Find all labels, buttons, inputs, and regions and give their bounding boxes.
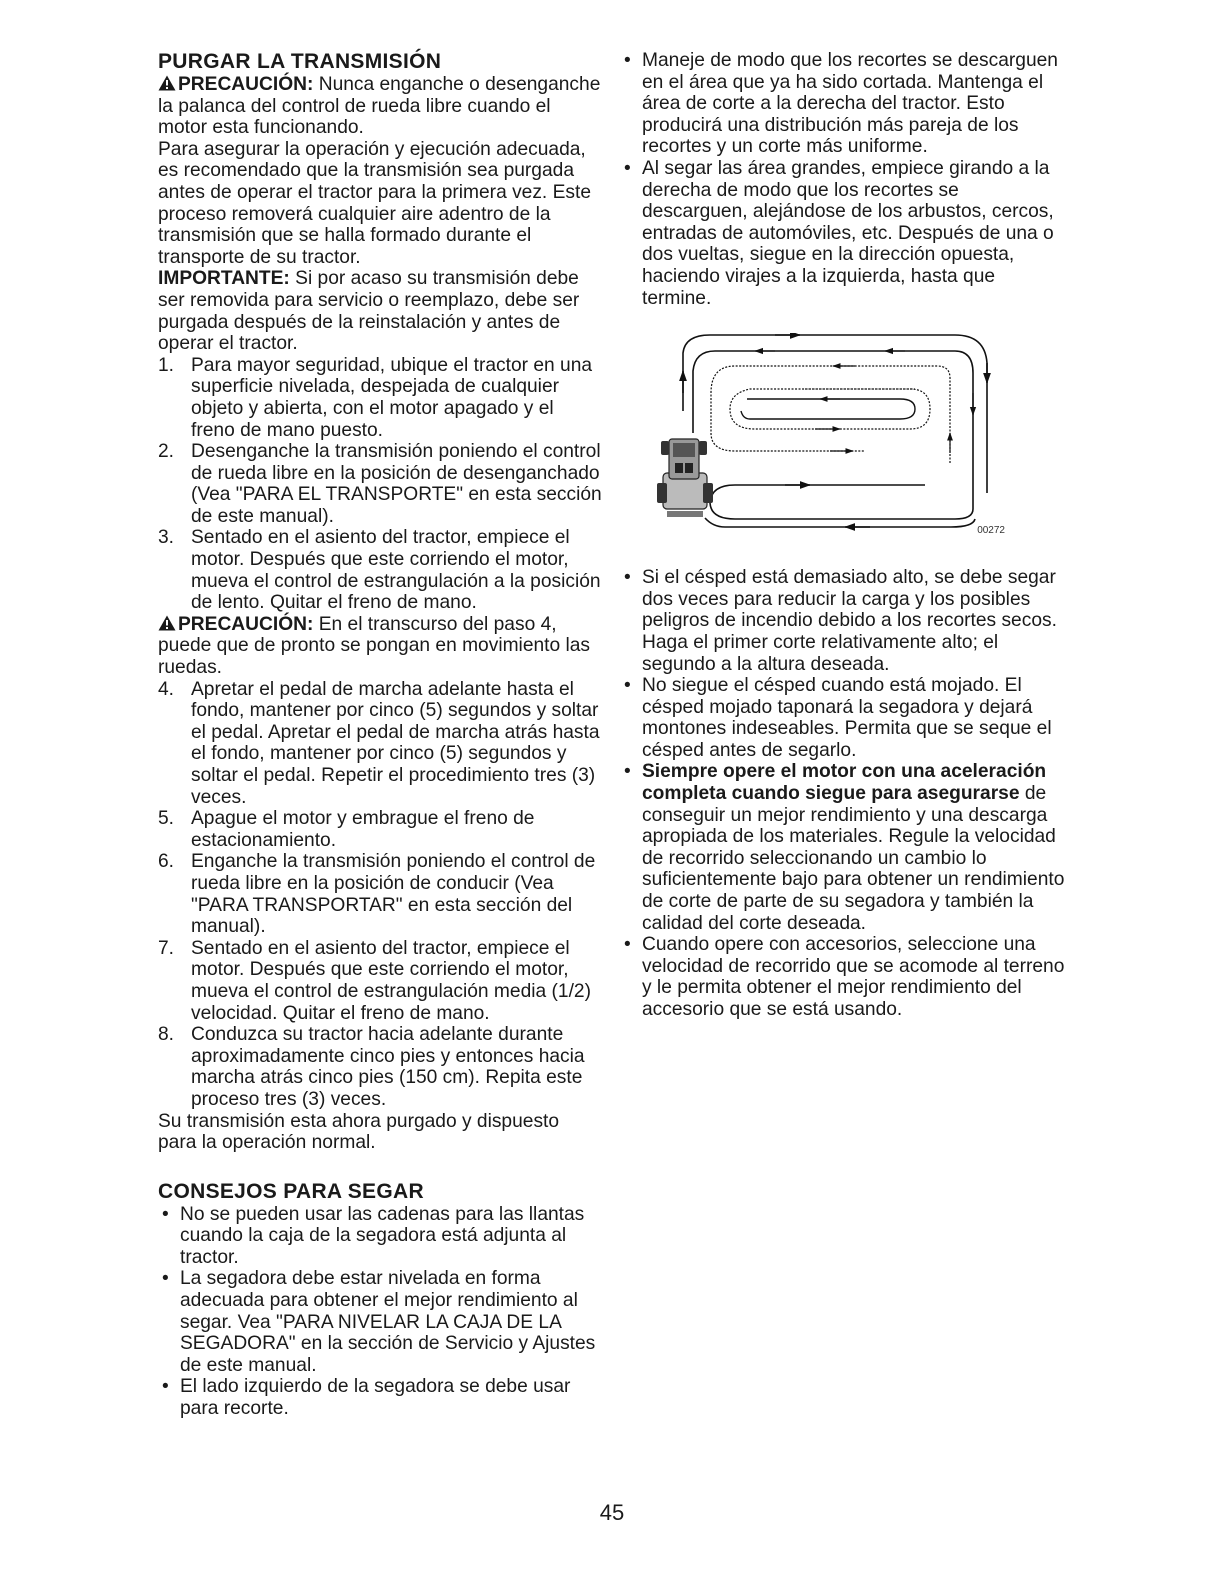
mowing-path-inner <box>730 389 930 429</box>
list-item <box>158 1024 602 1110</box>
bullet: • <box>624 934 631 956</box>
step-number: 1. <box>158 354 175 376</box>
intro-paragraph: Para asegurar la operación y ejecución adecuada, es recomendado que la transmisión sea purgada antes de operar el tractor para la primera vez. Este proceso removerá cualquier aire adentro de la transmisión que se halla formado durante el transporte de su tractor. <box>158 138 591 268</box>
bullet: • <box>624 50 631 71</box>
section-heading-purge: PURGAR LA TRANSMISIÓN <box>158 50 442 73</box>
list-item <box>158 851 602 937</box>
bullet: • <box>162 1203 169 1225</box>
caution-label: PRECAUCIÓN: <box>178 613 314 635</box>
tractor-icon <box>657 439 713 517</box>
warning-triangle-icon <box>158 75 176 91</box>
step-text: Conduzca su tractor hacia adelante durante aproximadamente cinco pies y entonces hacia marcha atrás cinco pies (150 cm). Repita este proceso tres (3) veces. <box>191 1024 585 1110</box>
list-item <box>158 808 602 851</box>
list-item <box>158 1268 602 1376</box>
mowing-pattern-diagram <box>655 333 1015 533</box>
step-number: 6. <box>158 851 175 873</box>
mowing-tips-list-right <box>620 50 1065 309</box>
list-item <box>620 761 1065 934</box>
caution-note-1 <box>158 74 602 139</box>
bullet: • <box>624 157 631 179</box>
mowing-path-core <box>741 399 915 419</box>
tip-text: La segadora debe estar nivelada en forma adecuada para obtener el mejor rendimiento al segar. Vea "PARA NIVELAR LA CAJA DE LA SEGADORA" en la sección de Servicio y Ajustes de este manual. <box>180 1268 596 1376</box>
important-note <box>158 268 602 354</box>
list-item <box>620 934 1065 1020</box>
tip-bold-text: Siempre opere el motor con una aceleración completa cuando siegue para asegurarse <box>642 761 1047 805</box>
right-column <box>620 50 1065 1021</box>
list-item <box>620 158 1065 309</box>
tip-text: Si el césped está demasiado alto, se debe segar dos veces para reducir la carga y los posibles peligros de incendio debido a los recortes secos. Haga el primer corte relativamente alto; el segundo a la altura deseada. <box>642 567 1057 675</box>
caution-text: En el transcurso del paso 4, puede que de pronto se pongan en movimiento las ruedas. <box>158 613 591 679</box>
tip-text: Cuando opere con accesorios, seleccione una velocidad de recorrido que se acomode al terreno y le permita obtener el mejor rendimiento del accesorio que se está usando. <box>642 934 1065 1020</box>
important-label: IMPORTANTE: <box>158 268 290 290</box>
step-number: 3. <box>158 527 175 549</box>
caution-text: Nunca enganche o desenganche la palanca del control de rueda libre cuando el motor esta funcionando. <box>158 74 601 139</box>
bullet: • <box>162 1376 169 1398</box>
bullet: • <box>624 761 631 783</box>
step-number: 7. <box>158 937 175 959</box>
step-number: 5. <box>158 808 175 830</box>
bullet: • <box>624 567 631 589</box>
step-text: Enganche la transmisión poniendo el control de rueda libre en la posición de conducir (Vea "PARA TRANSPORTAR" en esta sección del manual). <box>191 851 596 938</box>
list-item <box>158 679 602 809</box>
closing-paragraph: Su transmisión esta ahora purgado y dispuesto para la operación normal. <box>158 1110 560 1154</box>
step-text: Apretar el pedal de marcha adelante hasta el fondo, mantener por cinco (5) segundos y soltar el pedal. Apretar el pedal de marcha atrás hasta el fondo, mantener por cinco (5) segundos y soltar el pedal. Repetir el procedimiento tres (3) veces. <box>191 678 600 808</box>
list-item <box>158 441 602 527</box>
step-number: 2. <box>158 441 175 463</box>
tip-text: de conseguir un mejor rendimiento y una descarga apropiada de los materiales. Regule la velocidad de recorrido seleccionando un cambio lo suficientemente bajo para obtener un rendimiento de corte de parte de su segadora y también la calidad del corte deseada. <box>642 783 1065 934</box>
step-number: 4. <box>158 678 175 700</box>
diagram-code: 00272 <box>977 525 1005 534</box>
page-number: 45 <box>599 1500 625 1525</box>
list-item <box>620 50 1065 158</box>
caution-label: PRECAUCIÓN: <box>178 74 314 95</box>
step-number: 8. <box>158 1024 175 1046</box>
list-item <box>158 527 602 613</box>
mowing-tips-list <box>158 1204 602 1420</box>
step-text: Desenganche la transmisión poniendo el control de rueda libre en la posición de desenganchado (Vea "PARA EL TRANSPORTE" en esta sección de este manual). <box>191 441 602 527</box>
step-text: Sentado en el asiento del tractor, empiece el motor. Después que este corriendo el motor, mueva el control de estrangulación media (1/2) velocidad. Quitar el freno de mano. <box>191 937 591 1024</box>
tip-text: No siegue el césped cuando está mojado. El césped mojado taponará la segadora y dejará montones indeseables. Permita que se seque el césped antes de segarlo. <box>642 675 1052 761</box>
list-item <box>158 938 602 1024</box>
tip-text: Maneje de modo que los recortes se descarguen en el área que ya ha sido cortada. Mantenga el área de corte a la derecha del tractor. Esto producirá una distribución más pareja de los recortes y un corte más uniforme. <box>642 50 1058 158</box>
step-text: Sentado en el asiento del tractor, empiece el motor. Después que este corriendo el motor, mueva el control de estrangulación a la posición de lento. Quitar el freno de mano. <box>191 527 601 614</box>
caution-note-2 <box>158 614 602 679</box>
mowing-tips-list-right-continued <box>620 567 1065 1020</box>
important-text: Si por acaso su transmisión debe ser removida para servicio o reemplazo, debe ser purgada después de la reinstalación y antes de operar el tractor. <box>158 268 580 355</box>
bullet: • <box>624 675 631 697</box>
list-item <box>620 567 1065 675</box>
left-column <box>158 50 602 1420</box>
section-heading-mowing-tips: CONSEJOS PARA SEGAR <box>158 1179 424 1203</box>
bullet: • <box>162 1268 169 1290</box>
list-item <box>158 355 602 441</box>
purge-steps-list-continued <box>158 679 602 1111</box>
mowing-path-outer <box>683 335 987 493</box>
tip-text: No se pueden usar las cadenas para las llantas cuando la caja de la segadora está adjunta al tractor. <box>180 1203 585 1268</box>
step-text: Apague el motor y embrague el freno de estacionamiento. <box>191 808 535 851</box>
purge-steps-list <box>158 355 602 614</box>
list-item <box>158 1376 602 1419</box>
tip-text: Al segar las área grandes, empiece girando a la derecha de modo que los recortes se descarguen, alejándose de los arbustos, cercos, entradas de automóviles, etc. Después de una o dos vueltas, siegue en la dirección opuesta, haciendo virajes a la izquierda, hasta que termine. <box>642 157 1054 309</box>
step-text: Para mayor seguridad, ubique el tractor en una superficie nivelada, despejada de cualquier objeto y abierta, con el motor apagado y el freno de mano puesto. <box>191 354 593 441</box>
mowing-path-second <box>693 351 973 519</box>
tip-text: El lado izquierdo de la segadora se debe usar para recorte. <box>180 1376 571 1420</box>
list-item <box>158 1204 602 1269</box>
warning-triangle-icon <box>158 615 176 631</box>
list-item <box>620 675 1065 761</box>
